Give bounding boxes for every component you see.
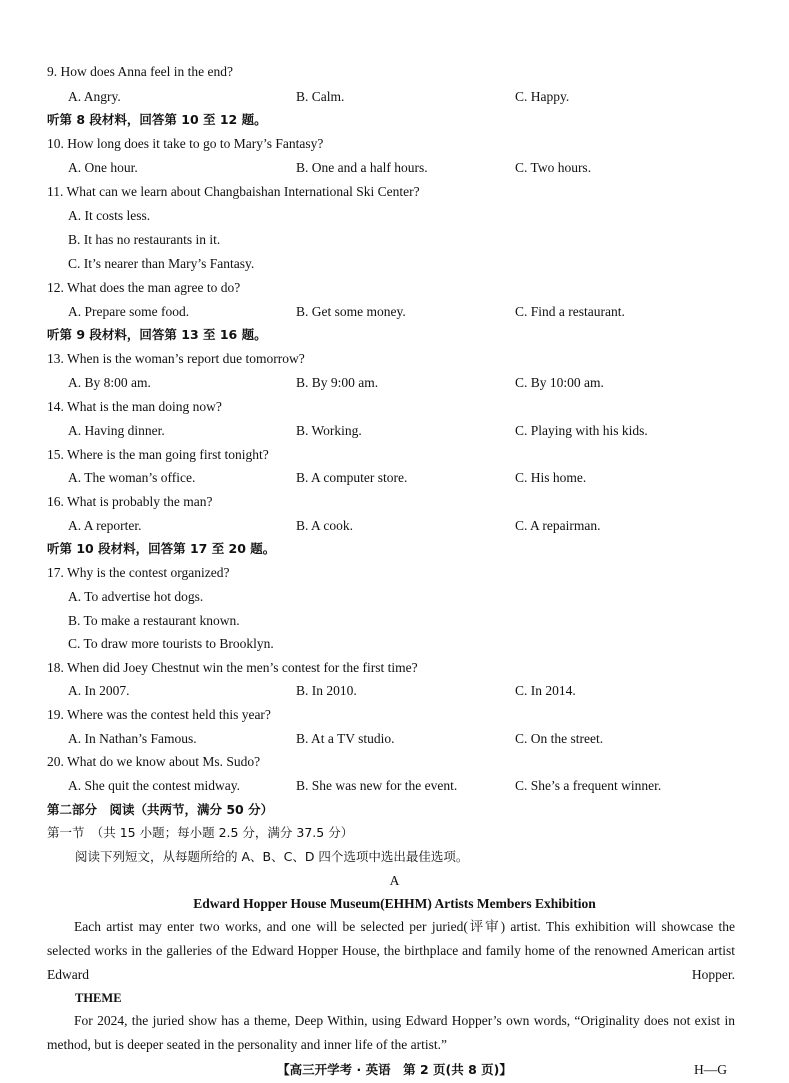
q10-option-b: B. One and a half hours. <box>296 160 428 175</box>
q15-option-a: A. The woman’s office. <box>68 470 196 485</box>
q14-option-b: B. Working. <box>296 423 362 438</box>
q9-option-a: A. Angry. <box>68 89 121 104</box>
part-two-heading: 第二部分 阅读（共两节，满分 50 分） <box>47 802 274 817</box>
question-13: 13. When is the woman’s report due tomorrow? <box>47 351 305 366</box>
passage-title: Edward Hopper House Museum(EHHM) Artists Members Exhibition <box>193 896 596 911</box>
q19-option-c: C. On the street. <box>515 731 604 746</box>
theme-heading: THEME <box>75 991 122 1005</box>
passage-paragraph-1: Each artist may enter two works, and one will be selected per juried(评审) artist. This exhibition will showcase the selected works in the galleries of the Edward Hopper House, the birthplace and family home of the renowned American artist Edward Hopper. <box>47 919 735 982</box>
question-10: 10. How long does it take to go to Mary’s Fantasy? <box>47 136 324 151</box>
q18-option-b: B. In 2010. <box>296 683 357 698</box>
q15-option-c: C. His home. <box>515 470 587 485</box>
q14-option-a: A. Having dinner. <box>68 423 165 438</box>
q12-option-c: C. Find a restaurant. <box>515 304 625 319</box>
q16-option-a: A. A reporter. <box>68 518 142 533</box>
q17-option-c: C. To draw more tourists to Brooklyn. <box>68 636 274 651</box>
q11-option-b: B. It has no restaurants in it. <box>68 232 221 247</box>
q20-option-a: A. She quit the contest midway. <box>68 778 240 793</box>
q15-option-b: B. A computer store. <box>296 470 408 485</box>
paper-code: H—G <box>694 1062 727 1077</box>
q12-option-b: B. Get some money. <box>296 304 406 319</box>
q13-option-b: B. By 9:00 am. <box>296 375 379 390</box>
passage-paragraph-2: For 2024, the juried show has a theme, Deep Within, using Edward Hopper’s own words, “Originality does not exist in method, but is deeper seated in the personality and inner life of the artist.” <box>47 1013 735 1052</box>
q19-option-b: B. At a TV studio. <box>296 731 395 746</box>
q20-option-c: C. She’s a frequent winner. <box>515 778 662 793</box>
question-11: 11. What can we learn about Changbaishan International Ski Center? <box>47 184 420 199</box>
section-one-heading: 第一节 （共 15 小题；每小题 2.5 分，满分 37.5 分） <box>47 825 354 840</box>
q12-option-a: A. Prepare some food. <box>68 304 190 319</box>
q17-option-a: A. To advertise hot dogs. <box>68 589 204 604</box>
q18-option-c: C. In 2014. <box>515 683 576 698</box>
q13-option-c: C. By 10:00 am. <box>515 375 604 390</box>
passage-letter: A <box>389 873 400 888</box>
q18-option-a: A. In 2007. <box>68 683 130 698</box>
q13-option-a: A. By 8:00 am. <box>68 375 151 390</box>
question-9: 9. How does Anna feel in the end? <box>47 64 233 79</box>
q11-option-c: C. It’s nearer than Mary’s Fantasy. <box>68 256 255 271</box>
q9-option-b: B. Calm. <box>296 89 345 104</box>
question-15: 15. Where is the man going first tonight? <box>47 447 269 462</box>
question-18: 18. When did Joey Chestnut win the men’s contest for the first time? <box>47 660 418 675</box>
page-footer: 【高三开学考 · 英语 第 2 页(共 8 页)】 <box>277 1062 512 1077</box>
q14-option-c: C. Playing with his kids. <box>515 423 648 438</box>
listening-heading-10: 听第 10 段材料，回答第 17 至 20 题。 <box>47 541 276 556</box>
question-17: 17. Why is the contest organized? <box>47 565 230 580</box>
q19-option-a: A. In Nathan’s Famous. <box>68 731 197 746</box>
reading-instructions: 阅读下列短文，从每题所给的 A、B、C、D 四个选项中选出最佳选项。 <box>75 849 469 864</box>
q10-option-c: C. Two hours. <box>515 160 592 175</box>
q16-option-c: C. A repairman. <box>515 518 601 533</box>
q11-option-a: A. It costs less. <box>68 208 151 223</box>
question-20: 20. What do we know about Ms. Sudo? <box>47 754 261 769</box>
q20-option-b: B. She was new for the event. <box>296 778 458 793</box>
q9-option-c: C. Happy. <box>515 89 570 104</box>
question-16: 16. What is probably the man? <box>47 494 213 509</box>
q16-option-b: B. A cook. <box>296 518 354 533</box>
listening-heading-8: 听第 8 段材料，回答第 10 至 12 题。 <box>47 112 267 127</box>
question-12: 12. What does the man agree to do? <box>47 280 241 295</box>
listening-heading-9: 听第 9 段材料，回答第 13 至 16 题。 <box>47 327 267 342</box>
question-14: 14. What is the man doing now? <box>47 399 222 414</box>
question-19: 19. Where was the contest held this year? <box>47 707 271 722</box>
q17-option-b: B. To make a restaurant known. <box>68 613 240 628</box>
q10-option-a: A. One hour. <box>68 160 138 175</box>
